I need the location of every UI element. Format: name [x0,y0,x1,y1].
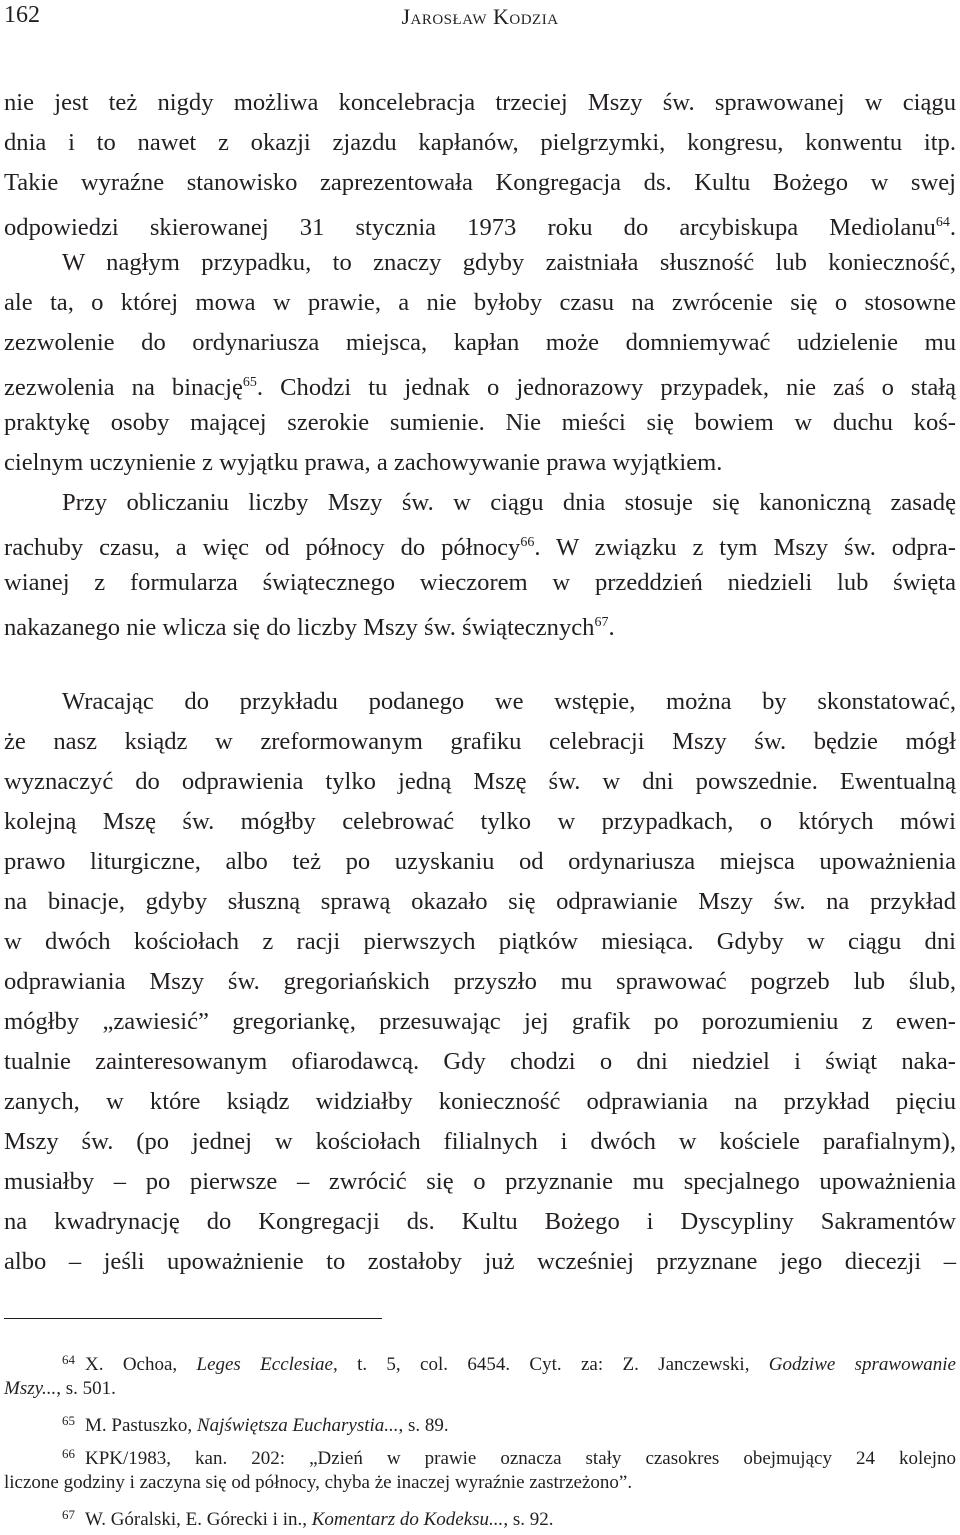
text-line [4,603,956,643]
text-span: , s. 92. [503,1509,554,1530]
text-span: . [608,614,615,642]
footnote-number: 66 [62,1446,75,1461]
text-line: ale ta, o której mowa w prawie, a nie byłoby czasu na zwrócenie się o stosowne [4,289,956,316]
text-line: kolejną Mszę św. mógłby celebrować tylko w przypadkach, o których mówi [4,808,956,835]
text-line: albo – jeśli upoważnienie to zostałoby już wcześniej przyznane jego diecezji – [4,1248,956,1275]
text-line: że nasz ksiądz w zreformowanym grafiku celebracji Mszy św. będzie mógł [4,728,956,755]
footnote-ref-64[interactable]: 64 [935,215,950,230]
running-head-author: Jarosław Kodzia [401,4,559,29]
text-span: , s. 501. [56,1378,116,1399]
text-line: prawo liturgiczne, albo też po uzyskaniu od ordynariusza miejsca upoważnienia [4,848,956,875]
text-line: zanych, w które ksiądz widziałby konieczność odprawiania na przykład pięciu [4,1088,956,1115]
text-line: wyznaczyć do odprawienia tylko jedną Mszę św. w dni powszednie. Ewentualną [4,768,956,795]
text-line: praktykę osoby mającej szerokie sumienie. Nie mieści się bowiem w duchu koś- [4,409,956,436]
citation-title: Mszy... [4,1378,57,1399]
text-line: cielnym uczynienie z wyjątku prawa, a zachowywanie prawa wyjątkiem. [4,449,723,476]
footnote-66 [62,1439,956,1469]
text-span: odpowiedzi skierowanej 31 stycznia 1973 roku do arcybiskupa Mediolanu [4,214,936,242]
page-header [0,0,960,40]
text-span: . W związku z tym Mszy św. odpra- [534,534,956,562]
text-span: nakazanego nie wlicza się do liczby Mszy św. świątecznych [4,614,595,642]
text-line: wianej z formularza świątecznego wieczorem w przeddzień niedzieli lub święta [4,569,956,596]
text-line: musiałby – po pierwsze – zwrócić się o przyznanie mu specjalnego upoważnienia [4,1168,956,1195]
footnote-number: 65 [62,1413,75,1428]
footnote-66-cont: liczone godziny i zaczyna się od północy, chyba że inaczej wyraźnie zastrzeżono”. [4,1472,633,1493]
text-span: M. Pastuszko, [85,1415,197,1436]
text-line: Mszy św. (po jednej w kościołach filialnych i dwóch w kościele parafialnym), [4,1128,956,1155]
text-span: . Chodzi tu jednak o jednorazowy przypadek, nie zaś o stałą [256,374,956,402]
text-span: KPK/1983, kan. 202: „Dzień w prawie oznacza stały czasokres obejmujący 24 kolejno [85,1448,956,1469]
footnote-number: 67 [62,1507,75,1522]
text-line: na binacje, gdyby słuszną sprawą okazało się odprawianie Mszy św. na przykład [4,888,956,915]
footnote-separator [4,1318,382,1319]
text-line: Przy obliczaniu liczby Mszy św. w ciągu dnia stosuje się kanoniczną zasadę [62,489,956,516]
text-line [4,363,956,403]
citation-title: Godziwe sprawowanie [768,1354,956,1375]
footnote-ref-66[interactable]: 66 [520,535,535,550]
text-span: X. Ochoa, [85,1354,197,1375]
footnote-64 [62,1345,956,1375]
text-line: odprawiania Mszy św. gregoriańskich przyszło mu sprawować pogrzeb lub ślub, [4,968,956,995]
text-line [4,523,956,563]
text-line: tualnie zainteresowanym ofiarodawcą. Gdy chodzi o dni niedziel i świąt naka- [4,1048,956,1075]
text-span: , s. 89. [398,1415,449,1436]
text-line: Wracając do przykładu podanego we wstępie, można by skonstatować, [62,688,956,715]
text-line: Takie wyraźne stanowisko zaprezentowała Kongregacja ds. Kultu Bożego w swej [4,169,956,196]
text-line: dnia i to nawet z okazji zjazdu kapłanów, pielgrzymki, kongresu, konwentu itp. [4,129,956,156]
page-number: 162 [4,2,40,28]
text-line: w dwóch kościołach z racji pierwszych piątków miesiąca. Gdyby w ciągu dni [4,928,956,955]
text-line: nie jest też nigdy możliwa koncelebracja trzeciej Mszy św. sprawowanej w ciągu [4,89,956,116]
footnote-number: 64 [62,1352,75,1367]
text-span: . [949,214,956,242]
text-line [4,203,956,243]
citation-title: Komentarz do Kodeksu... [311,1509,504,1530]
footnote-ref-67[interactable]: 67 [594,615,609,630]
citation-title: Najświętsza Eucharystia... [196,1415,399,1436]
text-span: W. Góralski, E. Górecki i in., [85,1509,312,1530]
text-line: na kwadrynację do Kongregacji ds. Kultu Bożego i Dyscypliny Sakramentów [4,1208,956,1235]
footnote-67 [62,1500,956,1530]
footnote-65 [62,1406,956,1436]
footnote-64-cont [4,1374,956,1404]
footnote-ref-65[interactable]: 65 [242,375,257,390]
text-span: rachuby czasu, a więc od północy do północy [4,534,521,562]
text-line: zezwolenie do ordynariusza miejsca, kapłan może domniemywać udzielenie mu [4,329,956,356]
text-line: mógłby „zawiesić” gregoriankę, przesuwając jej grafik po porozumieniu z ewen- [4,1008,956,1035]
text-span: zezwolenia na binację [4,374,243,402]
text-span: , t. 5, col. 6454. Cyt. za: Z. Janczewski, [332,1354,769,1375]
citation-title: Leges Ecclesiae [196,1354,333,1375]
text-line: W nagłym przypadku, to znaczy gdyby zaistniała słuszność lub konieczność, [62,249,956,276]
